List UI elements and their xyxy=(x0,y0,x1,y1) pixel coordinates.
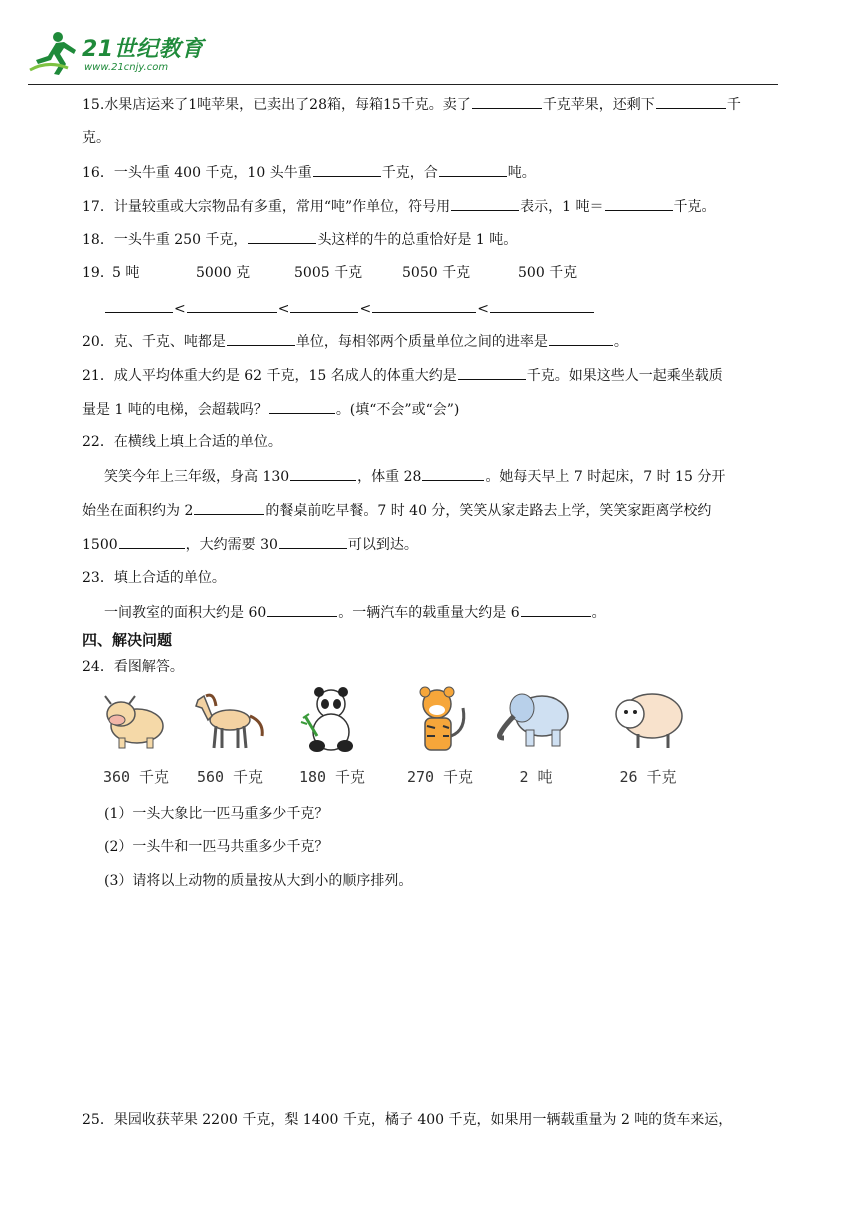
q19-blank-4[interactable] xyxy=(372,298,476,313)
q17-blank-1[interactable] xyxy=(451,196,519,211)
question-24-title: 24．看图解答。 xyxy=(82,659,184,675)
section-heading: 四、解决问题 xyxy=(82,631,173,649)
less-than: < xyxy=(477,301,489,317)
q19-option-5: 500 千克 xyxy=(518,265,578,281)
page-header xyxy=(28,30,788,88)
q23-blank-2[interactable] xyxy=(521,602,591,617)
q16-text-3: 吨。 xyxy=(507,165,536,181)
q22-blank-2[interactable] xyxy=(422,466,484,481)
q22-text-6: 1500 xyxy=(82,537,118,553)
q21-text: 21．成人平均体重大约是 62 千克，15 名成人的体重大约是 xyxy=(82,368,457,384)
q20-text-2: 单位，每相邻两个质量单位之间的进率是 xyxy=(295,334,548,350)
q15-text-3: 千 xyxy=(726,97,741,113)
q23-text: 一间教室的面积大约是 60 xyxy=(104,605,267,621)
question-25: 25．果园收获苹果 2200 千克，梨 1400 千克，橘子 400 千克，如果用一辆载重量为 2 吨的货车来运， xyxy=(82,1112,733,1128)
q23-blank-1[interactable] xyxy=(267,602,337,617)
horse-icon xyxy=(192,686,268,752)
q22-blank-5[interactable] xyxy=(279,534,347,549)
header-divider xyxy=(28,84,778,85)
elephant-weight: 2 吨 xyxy=(519,768,553,786)
horse-item xyxy=(190,686,270,786)
less-than: < xyxy=(174,301,186,317)
question-15 xyxy=(82,94,741,115)
question-24-sub-1: (1）一头大象比一匹马重多少千克？ xyxy=(104,806,329,822)
q15-blank-1[interactable] xyxy=(472,94,542,109)
question-19-ordering xyxy=(104,298,595,319)
question-16 xyxy=(82,162,536,183)
sheep-icon xyxy=(608,686,688,752)
cow-icon xyxy=(101,686,171,752)
q19-option-4: 5050 千克 xyxy=(402,265,471,281)
q18-text-2: 头这样的牛的总重恰好是 1 吨。 xyxy=(317,232,518,248)
question-18 xyxy=(82,229,517,250)
question-23-line xyxy=(104,602,606,623)
runner-logo-icon xyxy=(28,30,80,76)
question-22-title: 22．在横线上填上合适的单位。 xyxy=(82,434,282,450)
q19-blank-5[interactable] xyxy=(490,298,594,313)
q16-text-2: 千克，合 xyxy=(381,165,438,181)
q22-text-2: ，体重 28 xyxy=(357,469,422,485)
question-21-cont xyxy=(82,399,459,420)
q23-text-2: 。一辆汽车的载重量大约是 6 xyxy=(338,605,520,621)
question-24-sub-2: (2）一头牛和一匹马共重多少千克？ xyxy=(104,839,329,855)
question-20 xyxy=(82,331,628,352)
q21-blank-2[interactable] xyxy=(269,399,335,414)
q15-text-2: 千克苹果，还剩下 xyxy=(542,97,655,113)
q17-text-2: 表示，1 吨＝ xyxy=(520,199,604,215)
q21-text-4: 。(填“不会”或“会”) xyxy=(335,402,460,418)
horse-weight: 560 千克 xyxy=(196,768,264,786)
q22-blank-3[interactable] xyxy=(194,500,264,515)
cow-weight: 360 千克 xyxy=(102,768,170,786)
q19-blank-1[interactable] xyxy=(105,298,173,313)
q16-blank-2[interactable] xyxy=(439,162,507,177)
q22-text-8: 可以到达。 xyxy=(347,537,418,553)
q17-text: 17．计量较重或大宗物品有多重，常用“吨”作单位，符号用 xyxy=(82,199,451,215)
q20-blank-2[interactable] xyxy=(549,331,613,346)
animal-figure xyxy=(96,686,716,786)
q22-text: 笑笑今年上三年级，身高 130 xyxy=(104,469,290,485)
q22-text-5: 的餐桌前吃早餐。7 时 40 分，笑笑从家走路去上学，笑笑家距离学校约 xyxy=(265,503,712,519)
tiger-item xyxy=(400,686,480,786)
sheep-weight: 26 千克 xyxy=(619,768,677,786)
elephant-item xyxy=(496,686,576,786)
q19-blank-3[interactable] xyxy=(290,298,358,313)
q21-text-2: 千克。如果这些人一起乘坐载质 xyxy=(526,368,723,384)
q20-text: 20．克、千克、吨都是 xyxy=(82,334,226,350)
elephant-icon xyxy=(496,686,576,752)
sheep-item xyxy=(608,686,688,786)
q18-blank[interactable] xyxy=(248,229,316,244)
q22-blank-4[interactable] xyxy=(119,534,185,549)
q15-text: 15.水果店运来了1吨苹果，已卖出了28箱，每箱15千克。卖了 xyxy=(82,97,471,113)
q17-blank-2[interactable] xyxy=(605,196,673,211)
question-22-line-2 xyxy=(82,500,711,521)
q16-text: 16．一头牛重 400 千克，10 头牛重 xyxy=(82,165,312,181)
less-than: < xyxy=(277,301,290,317)
q22-text-4: 始坐在面积约为 2 xyxy=(82,503,194,519)
q16-blank-1[interactable] xyxy=(313,162,381,177)
q19-number: 19． xyxy=(82,265,114,281)
panda-icon xyxy=(297,686,367,756)
q17-text-3: 千克。 xyxy=(673,199,716,215)
q20-blank-1[interactable] xyxy=(227,331,295,346)
panda-weight: 180 千克 xyxy=(298,768,366,786)
panda-item xyxy=(292,686,372,786)
less-than: < xyxy=(359,301,372,317)
q22-text-7: ，大约需要 30 xyxy=(185,537,278,553)
question-24-sub-3: (3）请将以上动物的质量按从大到小的顺序排列。 xyxy=(104,873,413,889)
q19-blank-2[interactable] xyxy=(187,298,277,313)
q22-text-3: 。她每天早上 7 时起床，7 时 15 分开 xyxy=(485,469,726,485)
q15-blank-2[interactable] xyxy=(656,94,726,109)
question-22-line-3 xyxy=(82,534,418,555)
question-19 xyxy=(82,263,682,283)
question-21 xyxy=(82,365,723,386)
tiger-weight: 270 千克 xyxy=(406,768,474,786)
logo-text: 21世纪教育 xyxy=(82,37,204,62)
question-15-cont: 克。 xyxy=(82,130,110,146)
q23-text-3: 。 xyxy=(591,605,606,621)
q18-text: 18．一头牛重 250 千克， xyxy=(82,232,248,248)
q21-text-3: 量是 1 吨的电梯，会超载吗？ xyxy=(82,402,268,418)
question-23-title: 23．填上合适的单位。 xyxy=(82,570,226,586)
q22-blank-1[interactable] xyxy=(290,466,356,481)
question-17 xyxy=(82,196,716,217)
tiger-icon xyxy=(409,686,471,758)
logo xyxy=(28,30,208,80)
q19-option-2: 5000 克 xyxy=(196,265,251,281)
q21-blank-1[interactable] xyxy=(458,365,526,380)
cow-item xyxy=(96,686,176,786)
q19-option-3: 5005 千克 xyxy=(294,265,363,281)
q19-option-1: 5 吨 xyxy=(112,265,140,281)
question-22-line-1 xyxy=(104,466,725,487)
q20-text-3: 。 xyxy=(613,334,628,350)
logo-url: www.21cnjy.com xyxy=(84,62,169,73)
